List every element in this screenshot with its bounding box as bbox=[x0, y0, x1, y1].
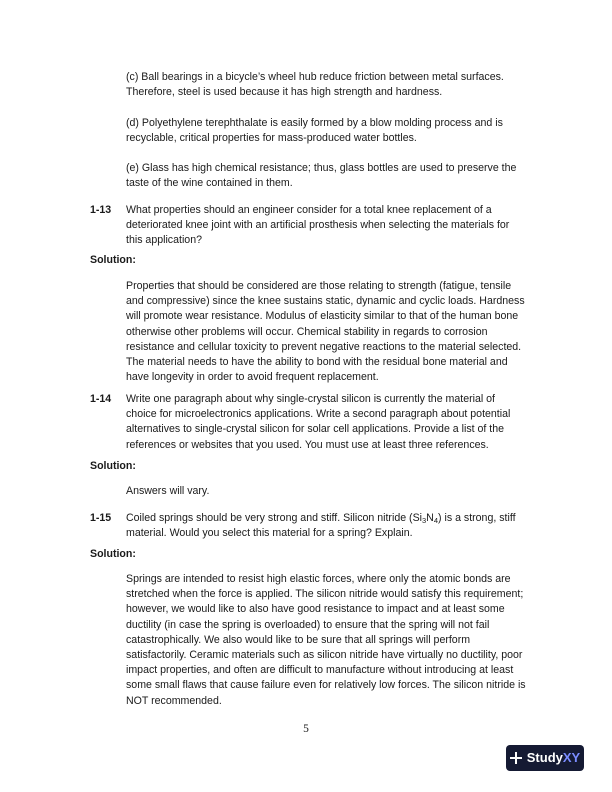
question-text: What properties should an engineer consider for a total knee replacement of a deteriorated knee joint with an artificial prosthesis when selecting the materials for this application? bbox=[126, 204, 510, 247]
brand-name: StudyXY bbox=[526, 750, 581, 766]
item-e: (e) Glass has high chemical resistance; thus, glass bottles are used to preserve the taste of the wine contained in them. bbox=[126, 162, 517, 190]
solution-text: Answers will vary. bbox=[126, 485, 210, 497]
item-c: (c) Ball bearings in a bicycle’s wheel hub reduce friction between metal surfaces. Therefore, steel is used because it has high strength and hardness. bbox=[126, 71, 504, 99]
solution-label: Solution: bbox=[90, 460, 136, 472]
question-number: 1-14 bbox=[90, 393, 112, 405]
question-number: 1-15 bbox=[90, 512, 112, 524]
solution-label: Solution: bbox=[90, 548, 136, 560]
page-number: 5 bbox=[303, 723, 309, 735]
solution-label: Solution: bbox=[90, 254, 136, 266]
item-d: (d) Polyethylene terephthalate is easily formed by a blow molding process and is recyclable, critical properties for mass-produced water bottles. bbox=[126, 117, 503, 145]
studyxy-badge[interactable] bbox=[506, 745, 584, 771]
question-number: 1-13 bbox=[90, 204, 112, 216]
plus-icon bbox=[510, 752, 522, 764]
question-text: Coiled springs should be very strong and stiff. Silicon nitride $(Si_3N_4)$ is a strong, stiff material. Would you select this material for a spring? Explain. bbox=[126, 512, 516, 540]
solution-text: Springs are intended to resist high elastic forces, where only the atomic bonds are stretched when the force is applied. The silicon nitride would satisfy this requirement; however, we would like to also have good resistance to impact and at least some ductility (in case the spring is overloaded) to ensure that the spring will not fail catastrophically. We also would like to be sure that all springs will perform satisfactorily. Ceramic materials such as silicon nitride have virtually no ductility, poor impact properties, and often are difficult to manufacture without introducing at least some small flaws that cause failure even for relatively low forces. The silicon nitride is NOT recommended. bbox=[126, 573, 526, 707]
solution-text: Properties that should be considered are those relating to strength (fatigue, tensile and compressive) since the knee sustains static, dynamic and cyclic loads. Hardness will promote wear resistance. Modulus of elasticity similar to that of the human bone otherwise other problems will occur. Chemical stability in regards to corrosion resistance and cellular toxicity to prevent negative reactions to the material selected. The material needs to have the ability to bond with the residual bone material and have longevity in order to avoid frequent replacement. bbox=[126, 280, 525, 384]
question-text: Write one paragraph about why single-crystal silicon is currently the material of choice for microelectronics applications. Write a second paragraph about potential alternatives to single-crystal silicon for solar cell applications. Provide a list of the references or websites that you used. You must use at least three references. bbox=[126, 393, 511, 451]
